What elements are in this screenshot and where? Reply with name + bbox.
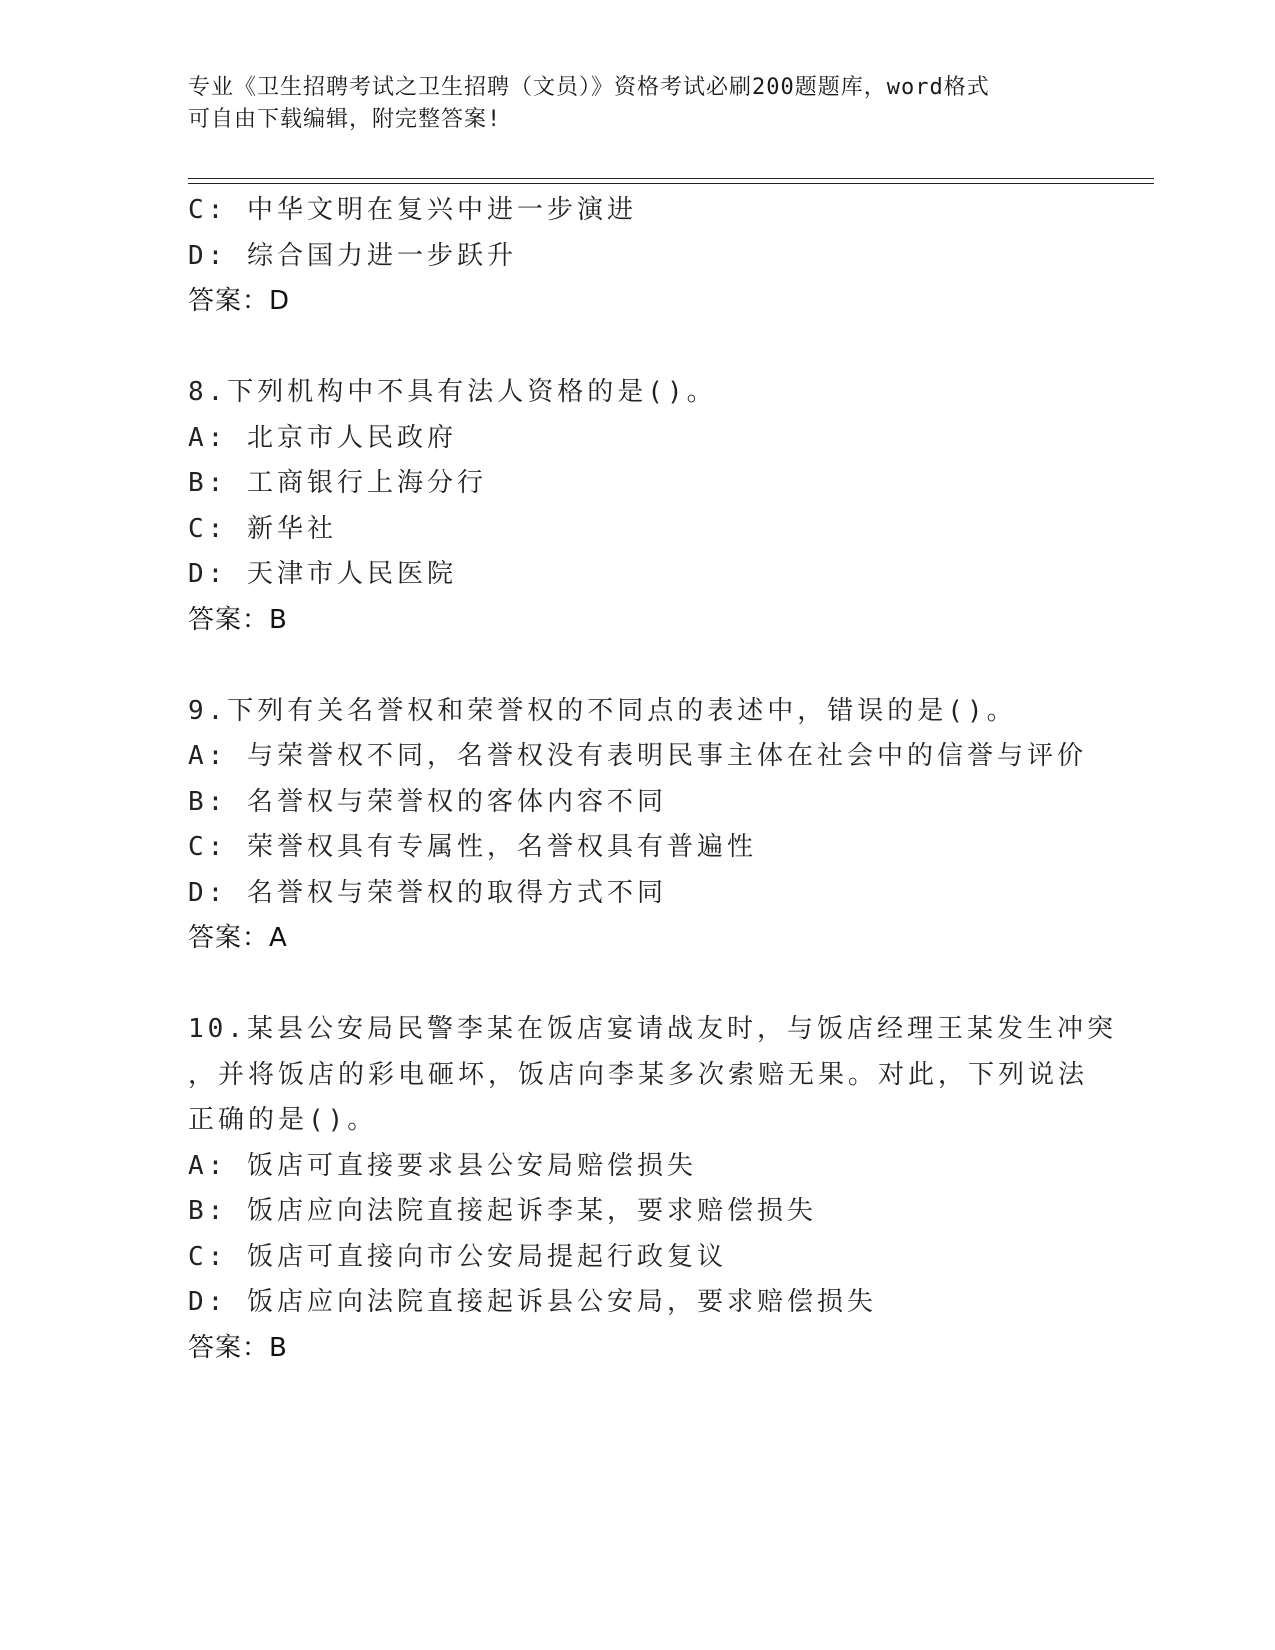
question-stem-line-2: ，并将饭店的彩电砸坏，饭店向李某多次索赔无果。对此，下列说法 <box>188 1059 1089 1090</box>
option-b: B: 名誉权与荣誉权的客体内容不同 <box>188 786 667 817</box>
option-c: C: 饭店可直接向市公安局提起行政复议 <box>188 1241 727 1272</box>
question-9 <box>188 689 1088 962</box>
answer: 答案：A <box>188 923 288 953</box>
question-8 <box>188 370 1088 643</box>
option-c: C: 新华社 <box>188 513 337 544</box>
option-d: D: 综合国力进一步跃升 <box>188 240 517 271</box>
spacer <box>188 325 1088 371</box>
question-10 <box>188 1007 1117 1371</box>
option-b: B: 饭店应向法院直接起诉李某，要求赔偿损失 <box>188 1196 817 1226</box>
option-d: D: 天津市人民医院 <box>188 559 457 589</box>
question-stem: 8.下列机构中不具有法人资格的是()。 <box>188 377 717 407</box>
header-title-line-1: 专业《卫生招聘考试之卫生招聘（文员）》资格考试必刷200题题库，word格式 <box>188 75 990 100</box>
answer: 答案：B <box>188 1332 288 1363</box>
answer: 答案：B <box>188 604 288 635</box>
header-title-line-2: 可自由下载编辑，附完整答案! <box>188 107 502 132</box>
document-header <box>188 72 1088 136</box>
header-divider-bottom <box>188 183 1154 184</box>
option-a: A: 与荣誉权不同，名誉权没有表明民事主体在社会中的信誉与评价 <box>188 741 1087 771</box>
spacer <box>188 643 1088 689</box>
option-a: A: 饭店可直接要求县公安局赔偿损失 <box>188 1150 697 1181</box>
question-stem-line-1: 10.某县公安局民警李某在饭店宴请战友时，与饭店经理王某发生冲突 <box>188 1014 1117 1044</box>
option-d: D: 饭店应向法院直接起诉县公安局，要求赔偿损失 <box>188 1287 877 1317</box>
question-7 <box>188 188 1088 325</box>
question-stem: 9.下列有关名誉权和荣誉权的不同点的表述中，错误的是()。 <box>188 695 1017 726</box>
option-a: A: 北京市人民政府 <box>188 422 457 453</box>
spacer <box>188 962 1088 1008</box>
option-b: B: 工商银行上海分行 <box>188 468 487 498</box>
question-stem-line-3: 正确的是()。 <box>188 1105 378 1135</box>
answer: 答案：D <box>188 286 291 316</box>
question-list <box>188 188 1117 1371</box>
option-d: D: 名誉权与荣誉权的取得方式不同 <box>188 877 667 908</box>
option-c: C: 荣誉权具有专属性，名誉权具有普遍性 <box>188 832 757 862</box>
header-divider-top <box>188 178 1154 179</box>
option-c: C: 中华文明在复兴中进一步演进 <box>188 195 637 225</box>
